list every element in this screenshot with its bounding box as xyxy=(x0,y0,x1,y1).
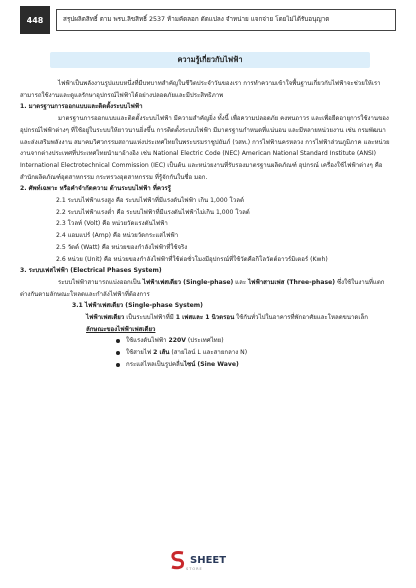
section-2-heading: 2. ศัพท์เฉพาะ หรือคำจำกัดความ ด้านระบบไฟฟ้า ที่ควรรู้ xyxy=(20,185,171,193)
text-run: ระบบไฟฟ้าสามารถแบ่งออกเป็น xyxy=(58,278,143,286)
term-item: 2.4 แอมแปร์ (Amp) คือ หน่วยวัดกระแสไฟฟ้า xyxy=(56,232,179,240)
text-run-bold: ไฟฟ้าเฟสเดียว (Single-phase) xyxy=(142,278,234,286)
sheet-store-logo xyxy=(170,548,250,572)
text-run: (ประเทศไทย) xyxy=(185,337,224,345)
section-3-heading: 3. ระบบเฟสไฟฟ้า (Electrical Phases System) xyxy=(20,267,162,275)
section-1-body: มาตรฐานการออกแบบและติดตั้งระบบไฟฟ้า มีความสำคัญยิ่ง ทั้งนี้ เพื่อความปลอดภัย คงทนถาวร และเพื่อยืดอายุการใช้งานของอุปกรณ์ไฟฟ้าต่างๆ ที่ใช้อยู่ในระบบให้ยาวนานยิ่งขึ้น การติดตั้งระบบไฟฟ้า มีมาตรฐานกำหนดที่แน่นอน และมีหลายหน่วยงาน เช่น กรมพัฒนาและส่งเสริมพลังงาน สมาคมวิศวกรรมสถานแห่งประเทศไทยในพระบรมราชูปถัมภ์ (วสท.) การไฟฟ้านครหลวง การไฟฟ้าส่วนภูมิภาค และหน่วยงานจากต่างประเทศที่ประเทศไทยนำมาอ้างอิง เช่น National Electric Code (NEC) American National Standard Institute (ANSI) International Electrotechnical Commission (IEC) เป็นต้น และหน่วยงานที่รับรองมาตรฐานผลิตภัณฑ์ อุปกรณ์ เครื่องใช้ไฟฟ้าต่างๆ คือ สำนักผลิตภัณฑ์อุตสาหกรรม กระทรวงอุตสาหกรรม ที่รู้จักกันในชื่อ มอก. xyxy=(20,115,390,181)
logo-brand: SHEET xyxy=(190,555,227,566)
term-item: 2.1 ระบบไฟฟ้าแรงสูง คือ ระบบไฟฟ้าที่มีแรงดันไฟฟ้า เกิน 1,000 โวลต์ xyxy=(56,197,244,205)
text-run: ใช้กันทั่วไปในอาคารที่พักอาศัยและโหลดขนาดเล็ก xyxy=(234,314,368,322)
text-run: และ xyxy=(233,278,249,286)
term-item: 2.5 วัตต์ (Watt) คือ หน่วยของกำลังไฟฟ้าที่ใช้จริง xyxy=(56,243,188,251)
text-run: ซึ่งใช้ในงานที่แตกต่างกันตามลักษณะโหลดและกำลังไฟฟ้าที่ต้องการ xyxy=(20,278,385,298)
text-run: ใช้สายไฟ xyxy=(126,349,154,357)
running-title: สรุปผลิตสิทธิ์ ตาม พรบ.ลิขสิทธิ์ 2537 ห้ามคัดลอก ดัดแปลง จำหน่าย แจกจ่าย โดยไม่ได้รับอนุญาต xyxy=(56,9,396,31)
logo-mark-icon xyxy=(170,550,186,570)
section-3-intro xyxy=(20,277,392,300)
subsection-3-1-desc xyxy=(20,312,392,324)
section-title: ความรู้เกี่ยวกับไฟฟ้า xyxy=(50,52,370,68)
text-run: กระแสไหลเป็นรูปคลื่น xyxy=(126,360,184,368)
bullet-dot-icon xyxy=(116,363,120,367)
text-run-bold: ไฟฟ้าเฟสเดียว xyxy=(86,314,125,322)
section-1-heading: 1. มาตรฐานการออกแบบและติดตั้งระบบไฟฟ้า xyxy=(20,103,143,111)
text-run-bold: 2 เส้น xyxy=(153,349,170,357)
text-run-bold: 1 เฟสและ 1 นิวตรอน xyxy=(175,314,235,322)
text-run: เป็นระบบไฟฟ้าที่มี xyxy=(124,314,176,322)
feature-bullet xyxy=(20,335,392,347)
feature-bullet xyxy=(20,359,392,371)
term-item: 2.2 ระบบไฟฟ้าแรงต่ำ คือ ระบบไฟฟ้าที่มีแรงดันไฟฟ้าไม่เกิน 1,000 โวลต์ xyxy=(56,208,250,216)
subsection-3-1-heading: 3.1 ไฟฟ้าเฟสเดียว (Single-phase System) xyxy=(72,302,203,310)
logo-sub: STORE xyxy=(186,567,203,571)
text-run-bold: ไฟฟ้าสามเฟส (Three-phase) xyxy=(248,278,336,286)
page-number: 448 xyxy=(20,6,50,34)
text-run: ใช้แรงดันไฟฟ้า xyxy=(126,337,169,345)
term-item: 2.6 หน่วย (Unit) คือ หน่วยของกำลังไฟฟ้าที่ใช้ต่อชั่วโมงมีอุปกรณ์ที่ใช้วัดคือกิโลวัตต์อาวร์มิเตอร์ (Kwh) xyxy=(56,255,328,263)
text-run-bold: 220V xyxy=(168,337,186,345)
feature-bullet xyxy=(20,347,392,359)
page-header xyxy=(0,0,416,42)
bullet-dot-icon xyxy=(116,351,120,355)
term-item: 2.3 โวลท์ (Volt) คือ หน่วยวัดแรงดันไฟฟ้า xyxy=(56,220,168,228)
bullet-dot-icon xyxy=(116,339,120,343)
intro-paragraph: ไฟฟ้าเป็นพลังงานรูปแบบหนึ่งที่มีบทบาทสำคัญในชีวิตประจำวันของเรา การทำความเข้าใจพื้นฐานเกี่ยวกับไฟฟ้าจะช่วยให้เราสามารถใช้งานและดูแลรักษาอุปกรณ์ไฟฟ้าได้อย่างปลอดภัยและมีประสิทธิภาพ xyxy=(20,80,381,99)
text-run: (สายไลน์ L และสายกลาง N) xyxy=(169,349,248,357)
text-run-bold: ไซน์ (Sine Wave) xyxy=(183,360,239,368)
document-body xyxy=(20,78,392,371)
features-heading: ลักษณะของไฟฟ้าเฟสเดียว xyxy=(86,325,156,333)
